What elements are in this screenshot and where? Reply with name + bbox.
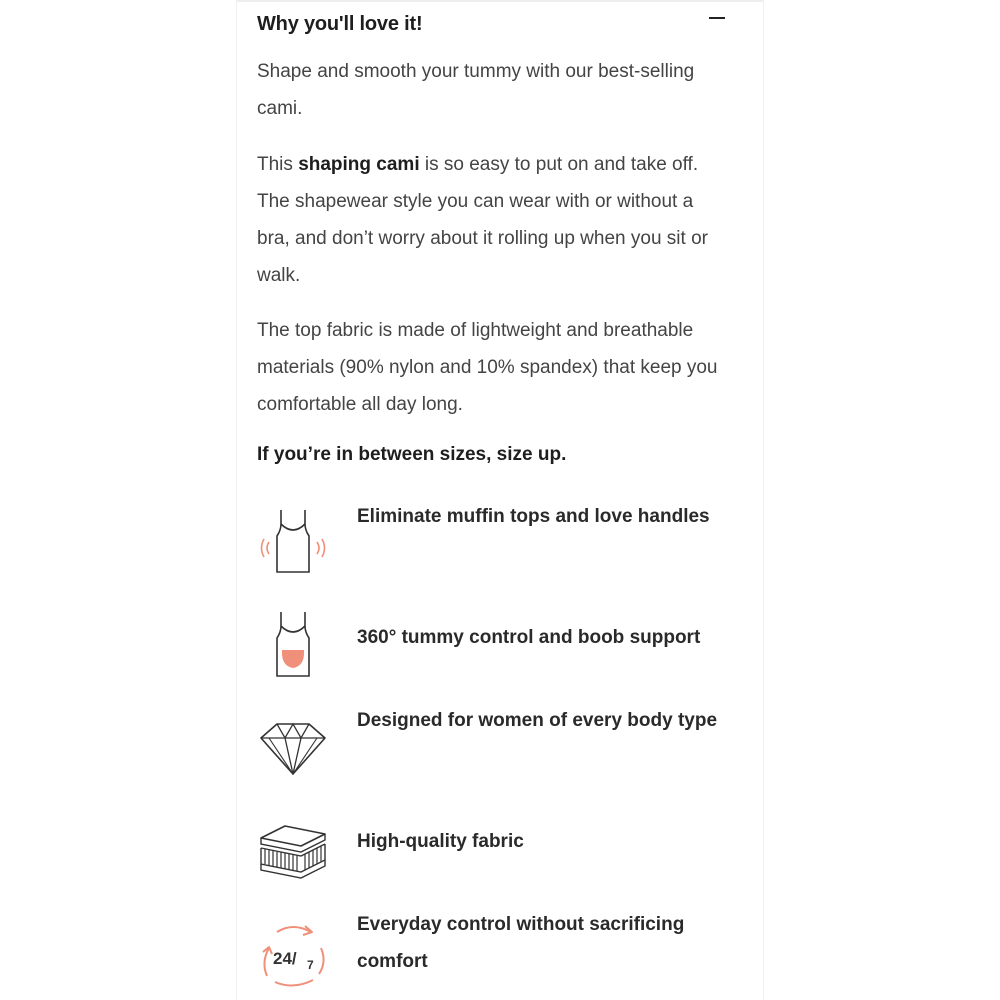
accordion-title: Why you'll love it! [257, 12, 423, 35]
cami-compression-icon [257, 506, 329, 578]
hours-text: 24/ [273, 949, 297, 968]
shaping-cami-emphasis: shaping cami [298, 154, 420, 175]
size-advice: If you’re in between sizes, size up. [257, 444, 567, 465]
description-paragraph-2 [257, 146, 727, 294]
minus-bar [709, 17, 725, 19]
days-text: 7 [307, 958, 314, 972]
feature-label: High-quality fabric [357, 831, 524, 852]
paragraph-2-rest: is so easy to put on and take off. The shapewear style you can wear with or without a bra, and don’t worry about it rolling up when you sit or walk. [257, 154, 708, 286]
feature-label: Eliminate muffin tops and love handles [357, 506, 710, 527]
feature-label: Everyday control without sacrificing comfort [357, 914, 685, 972]
feature-label: Designed for women of every body type [357, 710, 718, 731]
product-details-panel [257, 0, 737, 1000]
description-paragraph-1: Shape and smooth your tummy with our best-selling cami. [257, 61, 695, 119]
diamond-icon [257, 716, 329, 788]
cami-tummy-icon [257, 608, 329, 680]
description-paragraph-3: The top fabric is made of lightweight and breathable materials (90% nylon and 10% spandex) that keep you comfortable all day long. [257, 320, 718, 415]
feature-label: 360° tummy control and boob support [357, 627, 701, 648]
frame-edge-right [763, 0, 764, 1000]
paragraph-2-lead: This [257, 154, 299, 175]
24-7-icon [257, 918, 329, 990]
frame-edge-left [236, 0, 237, 1000]
fabric-layers-icon [257, 818, 329, 890]
accordion-header[interactable] [257, 6, 727, 42]
collapse-minus-icon[interactable] [707, 12, 727, 24]
